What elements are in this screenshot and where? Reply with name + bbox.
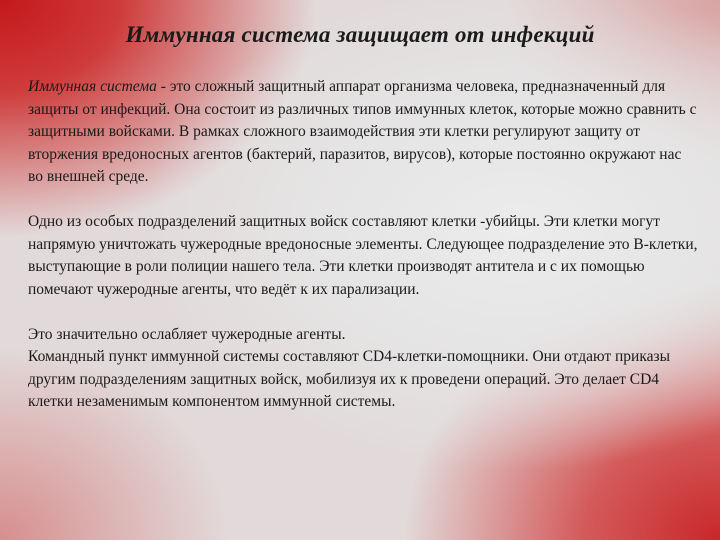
paragraph-cd4-helper-cells: Командный пункт иммунной системы составляют CD4-клетки-помощники. Они отдают приказы другим подразделениям защитных войск, мобилизуя их к проведени операций. Это делает CD4 клетки незаменимым компонентом иммунной системы. xyxy=(28,348,671,410)
paragraph-weakening: Это значительно ослабляет чужеродные агенты. xyxy=(28,325,346,343)
term-immune-system: Иммунная система xyxy=(28,78,157,95)
paragraph-killer-and-b-cells: Одно из особых подразделений защитных войск составляют клетки -убийцы. Эти клетки могут напрямую уничтожать чужеродные вредоносные элементы. Следующее подразделение это В-клетки, выступающие в роли полиции нашего тела. Эти клетки производят антитела и с их помощью помечают чужеродные агенты, что ведёт к их парализации. xyxy=(28,213,698,298)
slide-body xyxy=(28,76,700,414)
slide-title: Иммунная система защищает от инфекций xyxy=(125,22,595,47)
definition-text: - это сложный защитный аппарат организма человека, предназначенный для защиты от инфекций. Она состоит из различных типов иммунных клеток, которые можно сравнить с защитными войсками. В рамках сложного взаимодействия эти клетки регулируют защиту от вторжения вредоносных агентов (бактерий, паразитов, вирусов), которые постоянно окружают нас во внешней среде. xyxy=(28,78,697,185)
paragraph-immune-system-definition xyxy=(28,76,700,189)
